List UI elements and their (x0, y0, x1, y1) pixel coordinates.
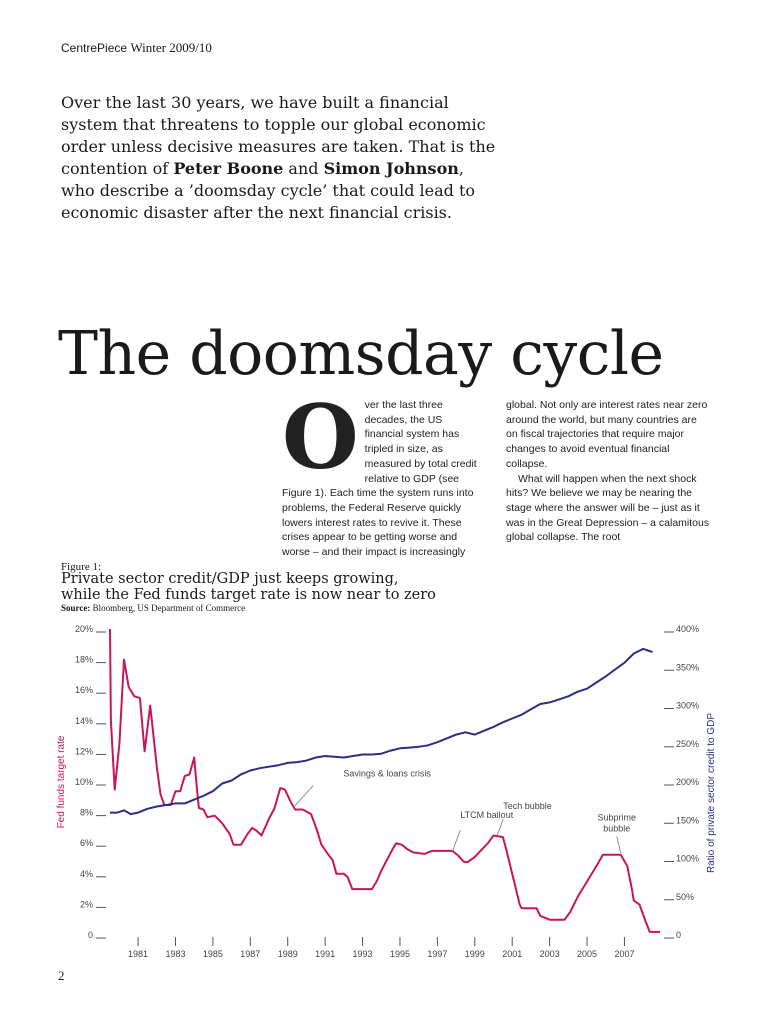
x-tick-label: 1981 (128, 949, 149, 959)
issue-date: Winter 2009/10 (130, 40, 212, 55)
right-tick-label: 400% (676, 624, 700, 634)
x-tick-label: 1997 (427, 949, 448, 959)
source-label: Source: (61, 603, 91, 613)
author-name-1: Peter Boone (173, 159, 284, 178)
chart-axes (56, 624, 717, 959)
x-tick-label: 2007 (614, 949, 635, 959)
credit-ratio-line (110, 649, 653, 814)
body-text-col1: ver the last three decades, the US financial system has tripled in size, as measured by total credit relative to GDP (see Figure 1). Each time the system runs into problems, the Federal Reserve quickly lowers interest rates to revive it. These crises appear to be getting worse and worse – and their impact is increasingly (282, 399, 477, 559)
body-column-2 (506, 398, 710, 545)
x-tick-label: 2005 (577, 949, 598, 959)
annotation-label: LTCM bailout (460, 809, 514, 820)
annotation-leader (293, 786, 313, 808)
annotation-leader (452, 830, 460, 852)
x-tick-label: 1983 (165, 949, 186, 959)
left-tick-label: 2% (79, 899, 93, 910)
chart-annotations (293, 769, 636, 853)
left-tick-label: 8% (79, 807, 93, 818)
standfirst-text-1: Over the last 30 years, we have built a financial system that threatens to topple our global economic order unless decisive measures are taken. That is the contention of (61, 93, 496, 178)
left-tick-label: 10% (74, 777, 93, 787)
source-text: Bloomberg, US Department of Commerce (90, 603, 246, 613)
figure-title: Private sector credit/GDP just keeps growing, while the Fed funds target rate is now near to zero (61, 571, 436, 603)
body-column-1 (282, 385, 480, 560)
right-tick-label: 100% (676, 853, 700, 864)
left-tick-label: 0 (87, 930, 93, 940)
right-tick-label: 350% (676, 662, 700, 673)
page-number: 2 (58, 968, 65, 983)
fed-rate-line (110, 629, 660, 932)
author-name-2: Simon Johnson (323, 159, 459, 178)
body-paragraph-1: global. Not only are interest rates near zero around the world, but many countries are on fiscal trajectories that require major changes to avoid eventual financial collapse. (506, 399, 708, 470)
annotation-label: bubble (603, 823, 631, 834)
left-tick-label: 16% (74, 685, 93, 696)
annotation-leader (617, 837, 621, 853)
annotation-label: Tech bubble (503, 801, 552, 812)
standfirst-text-3: , who describe a ’doomsday cycle’ that could lead to economic disaster after the next financial crisis. (61, 159, 476, 222)
x-tick-label: 1993 (352, 949, 373, 959)
drop-cap: O (282, 385, 359, 489)
standfirst (61, 92, 501, 224)
article-headline: The doomsday cycle (58, 319, 664, 389)
left-tick-label: 14% (74, 715, 93, 726)
right-axis-title: Ratio of private sector credit to GDP (706, 712, 717, 874)
left-tick-label: 20% (74, 624, 93, 634)
annotation-leader (497, 819, 503, 835)
annotation-label: Subprime (597, 812, 636, 823)
annotation-label: Savings & loans crisis (343, 768, 431, 779)
left-tick-label: 6% (79, 838, 93, 849)
x-tick-label: 1999 (464, 949, 485, 959)
x-tick-label: 1989 (277, 949, 298, 959)
right-tick-label: 300% (676, 700, 700, 711)
standfirst-text-2: and (283, 159, 324, 178)
right-tick-label: 0 (676, 930, 682, 940)
fed-rate-credit-chart (0, 618, 768, 968)
publication-name: CentrePiece (61, 41, 128, 55)
left-tick-label: 4% (79, 868, 93, 879)
x-tick-label: 2003 (539, 949, 560, 959)
right-tick-label: 200% (676, 777, 700, 787)
x-tick-label: 2001 (502, 949, 523, 959)
right-tick-label: 150% (676, 815, 700, 826)
x-tick-label: 1991 (315, 949, 336, 959)
left-tick-label: 18% (74, 654, 93, 665)
left-axis-title: Fed funds target rate (56, 735, 67, 829)
body-paragraph-2: What will happen when the next shock hits? We believe we may be nearing the stage where the answer will be – just as it was in the Great Depression – a calamitous global collapse. The root (506, 472, 710, 544)
chart-lines (110, 629, 660, 932)
figure-label: Figure 1: (61, 561, 102, 573)
right-tick-label: 50% (676, 891, 695, 902)
right-tick-label: 250% (676, 738, 700, 749)
left-tick-label: 12% (74, 746, 93, 757)
x-tick-label: 1995 (389, 949, 410, 959)
running-head (61, 40, 212, 56)
figure-source (61, 603, 245, 613)
x-tick-label: 1985 (202, 949, 223, 959)
x-tick-label: 1987 (240, 949, 261, 959)
